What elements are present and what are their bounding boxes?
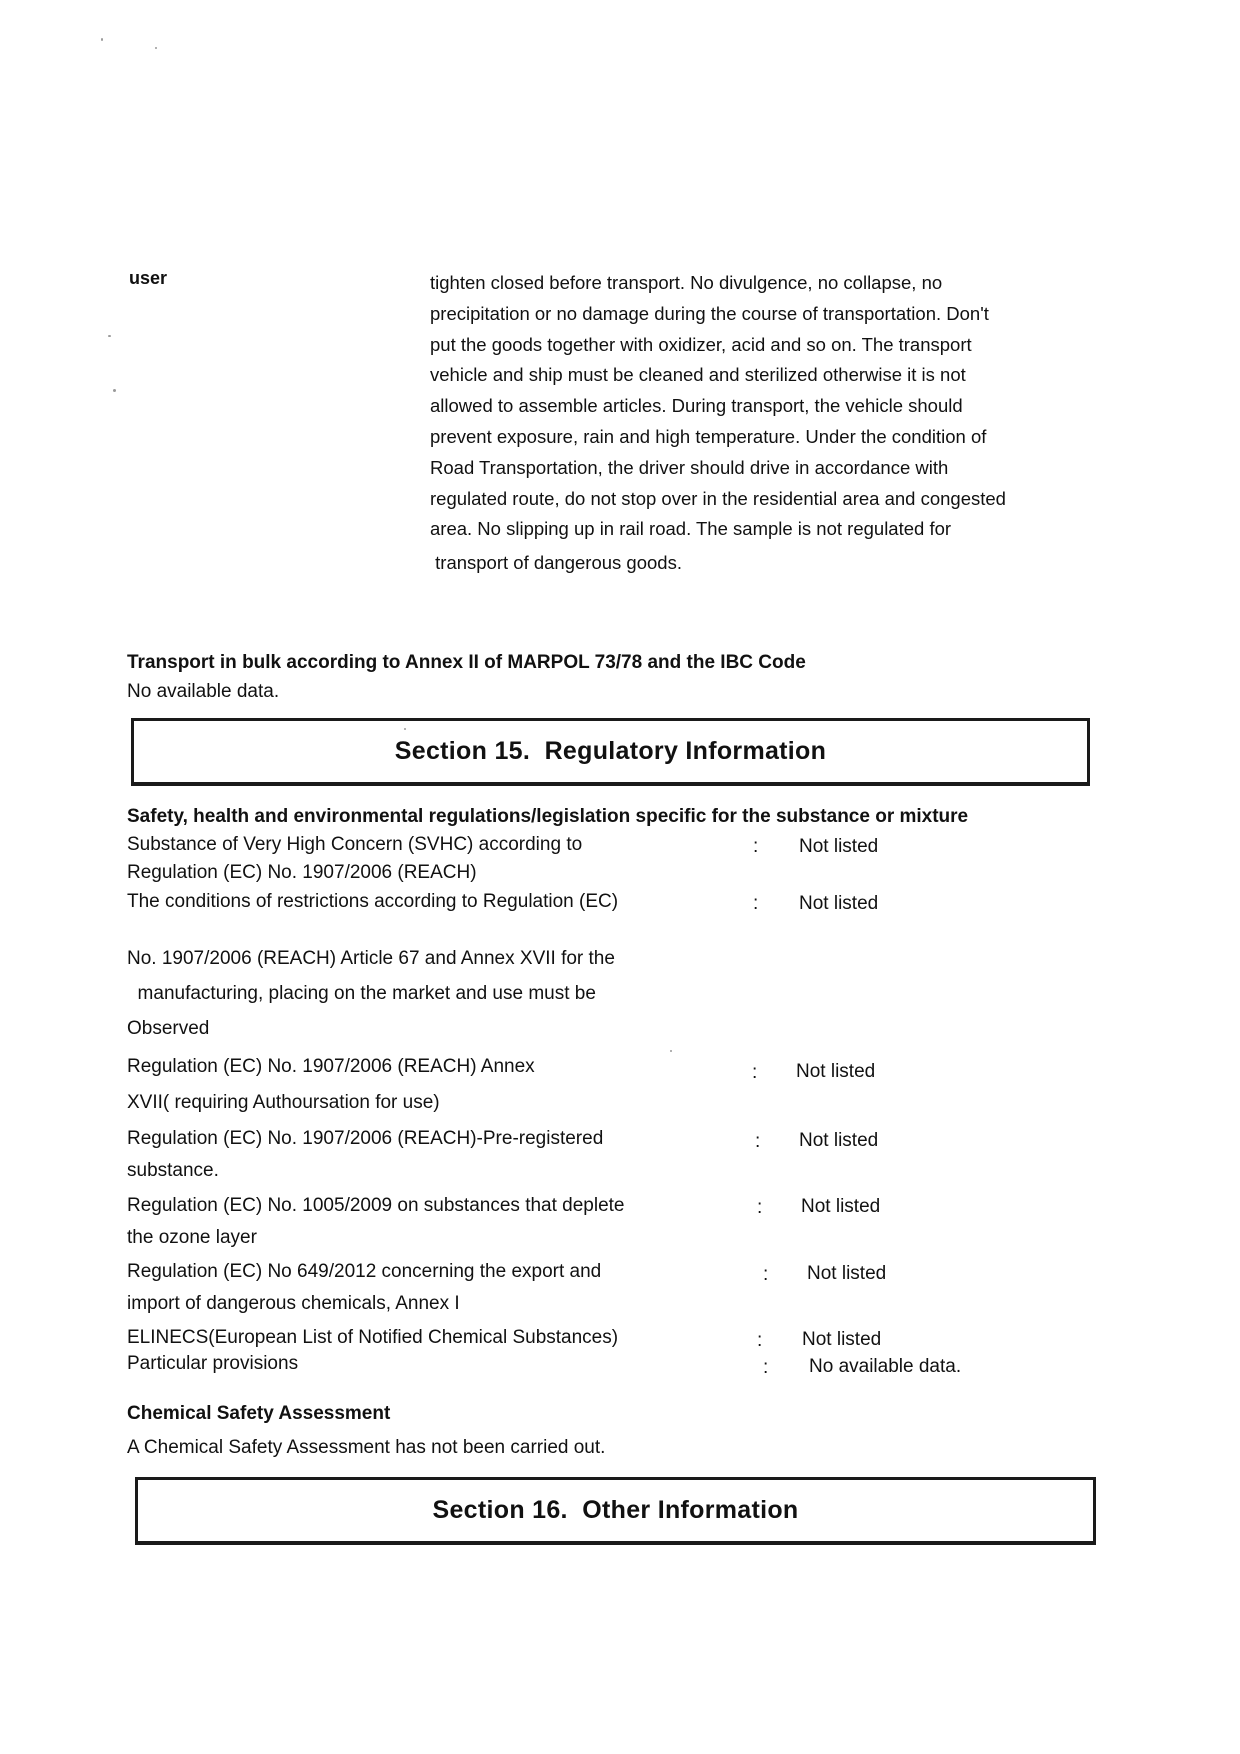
transport-precautions-text [430,268,1070,579]
row-colon: : [752,1062,758,1083]
csa-text: A Chemical Safety Assessment has not been carried out. [127,1437,606,1458]
bulk-transport-heading: Transport in bulk according to Annex II of MARPOL 73/78 and the IBC Code [127,652,806,673]
regulation-label: No. 1907/2006 (REACH) Article 67 and Annex XVII for the [127,948,615,969]
row-colon: : [755,1131,761,1152]
row-colon: : [753,893,759,914]
regulations-subheading: Safety, health and environmental regulations/legislation specific for the substance or mixture [127,806,969,827]
row-colon: : [763,1357,769,1378]
row-colon: : [757,1197,763,1218]
text-line: tighten closed before transport. No divulgence, no collapse, no [430,272,943,293]
text-line: vehicle and ship must be cleaned and sterilized otherwise it is not [430,364,966,386]
scan-speck [670,1050,672,1052]
scan-speck [101,38,103,41]
regulation-label: manufacturing, placing on the market and use must be [127,983,596,1004]
text-line: area. No slipping up in rail road. The sample is not regulated for [430,518,952,540]
regulation-value: Not listed [801,1196,881,1217]
regulation-label: substance. [127,1160,219,1181]
regulation-label: Regulation (EC) No 649/2012 concerning the export and [127,1261,602,1282]
bulk-transport-text: No available data. [127,681,280,702]
regulation-label: Regulation (EC) No. 1907/2006 (REACH) Annex [127,1056,535,1077]
regulation-label: Particular provisions [127,1353,299,1374]
scan-speck [108,335,111,337]
section-15-header [131,718,1090,786]
regulation-label: The conditions of restrictions according to Regulation (EC) [127,891,619,912]
row-colon: : [763,1264,769,1285]
text-line: regulated route, do not stop over in the residential area and congested [430,487,1006,509]
regulation-value: Not listed [796,1061,876,1082]
text-line: transport of dangerous goods. [430,552,682,574]
scan-speck [155,47,157,49]
regulation-label: Substance of Very High Concern (SVHC) according to [127,834,583,855]
regulation-label: ELINECS(European List of Notified Chemical Substances) [127,1327,619,1348]
regulation-value: Not listed [807,1263,887,1284]
transport-user-label: user [129,268,168,288]
section-15-title: Section 15. Regulatory Information [394,737,827,765]
regulation-label: Observed [127,1018,210,1039]
scan-speck [113,389,116,392]
regulation-value: Not listed [802,1329,882,1350]
text-line: prevent exposure, rain and high temperature. Under the condition of [430,425,987,447]
section-16-title: Section 16. Other Information [432,1496,799,1524]
regulation-value: Not listed [799,1130,879,1151]
text-line: allowed to assemble articles. During transport, the vehicle should [430,395,963,417]
regulation-label: XVII( requiring Authoursation for use) [127,1092,440,1113]
row-colon: : [753,836,759,857]
section-16-header [135,1477,1096,1545]
regulation-label: Regulation (EC) No. 1907/2006 (REACH)-Pre-registered [127,1128,604,1149]
text-line: precipitation or no damage during the course of transportation. Don't [430,302,989,324]
row-colon: : [757,1330,763,1351]
text-line: Road Transportation, the driver should drive in accordance with [430,456,949,478]
text-line: put the goods together with oxidizer, acid and so on. The transport [430,333,972,355]
regulation-value: Not listed [799,836,879,857]
regulation-value: Not listed [799,893,879,914]
regulation-label: Regulation (EC) No. 1005/2009 on substances that deplete [127,1195,625,1216]
regulation-label: the ozone layer [127,1227,257,1248]
csa-heading: Chemical Safety Assessment [127,1403,391,1424]
regulation-label: import of dangerous chemicals, Annex I [127,1293,460,1314]
regulation-value: No available data. [809,1356,962,1377]
regulation-label: Regulation (EC) No. 1907/2006 (REACH) [127,862,477,883]
